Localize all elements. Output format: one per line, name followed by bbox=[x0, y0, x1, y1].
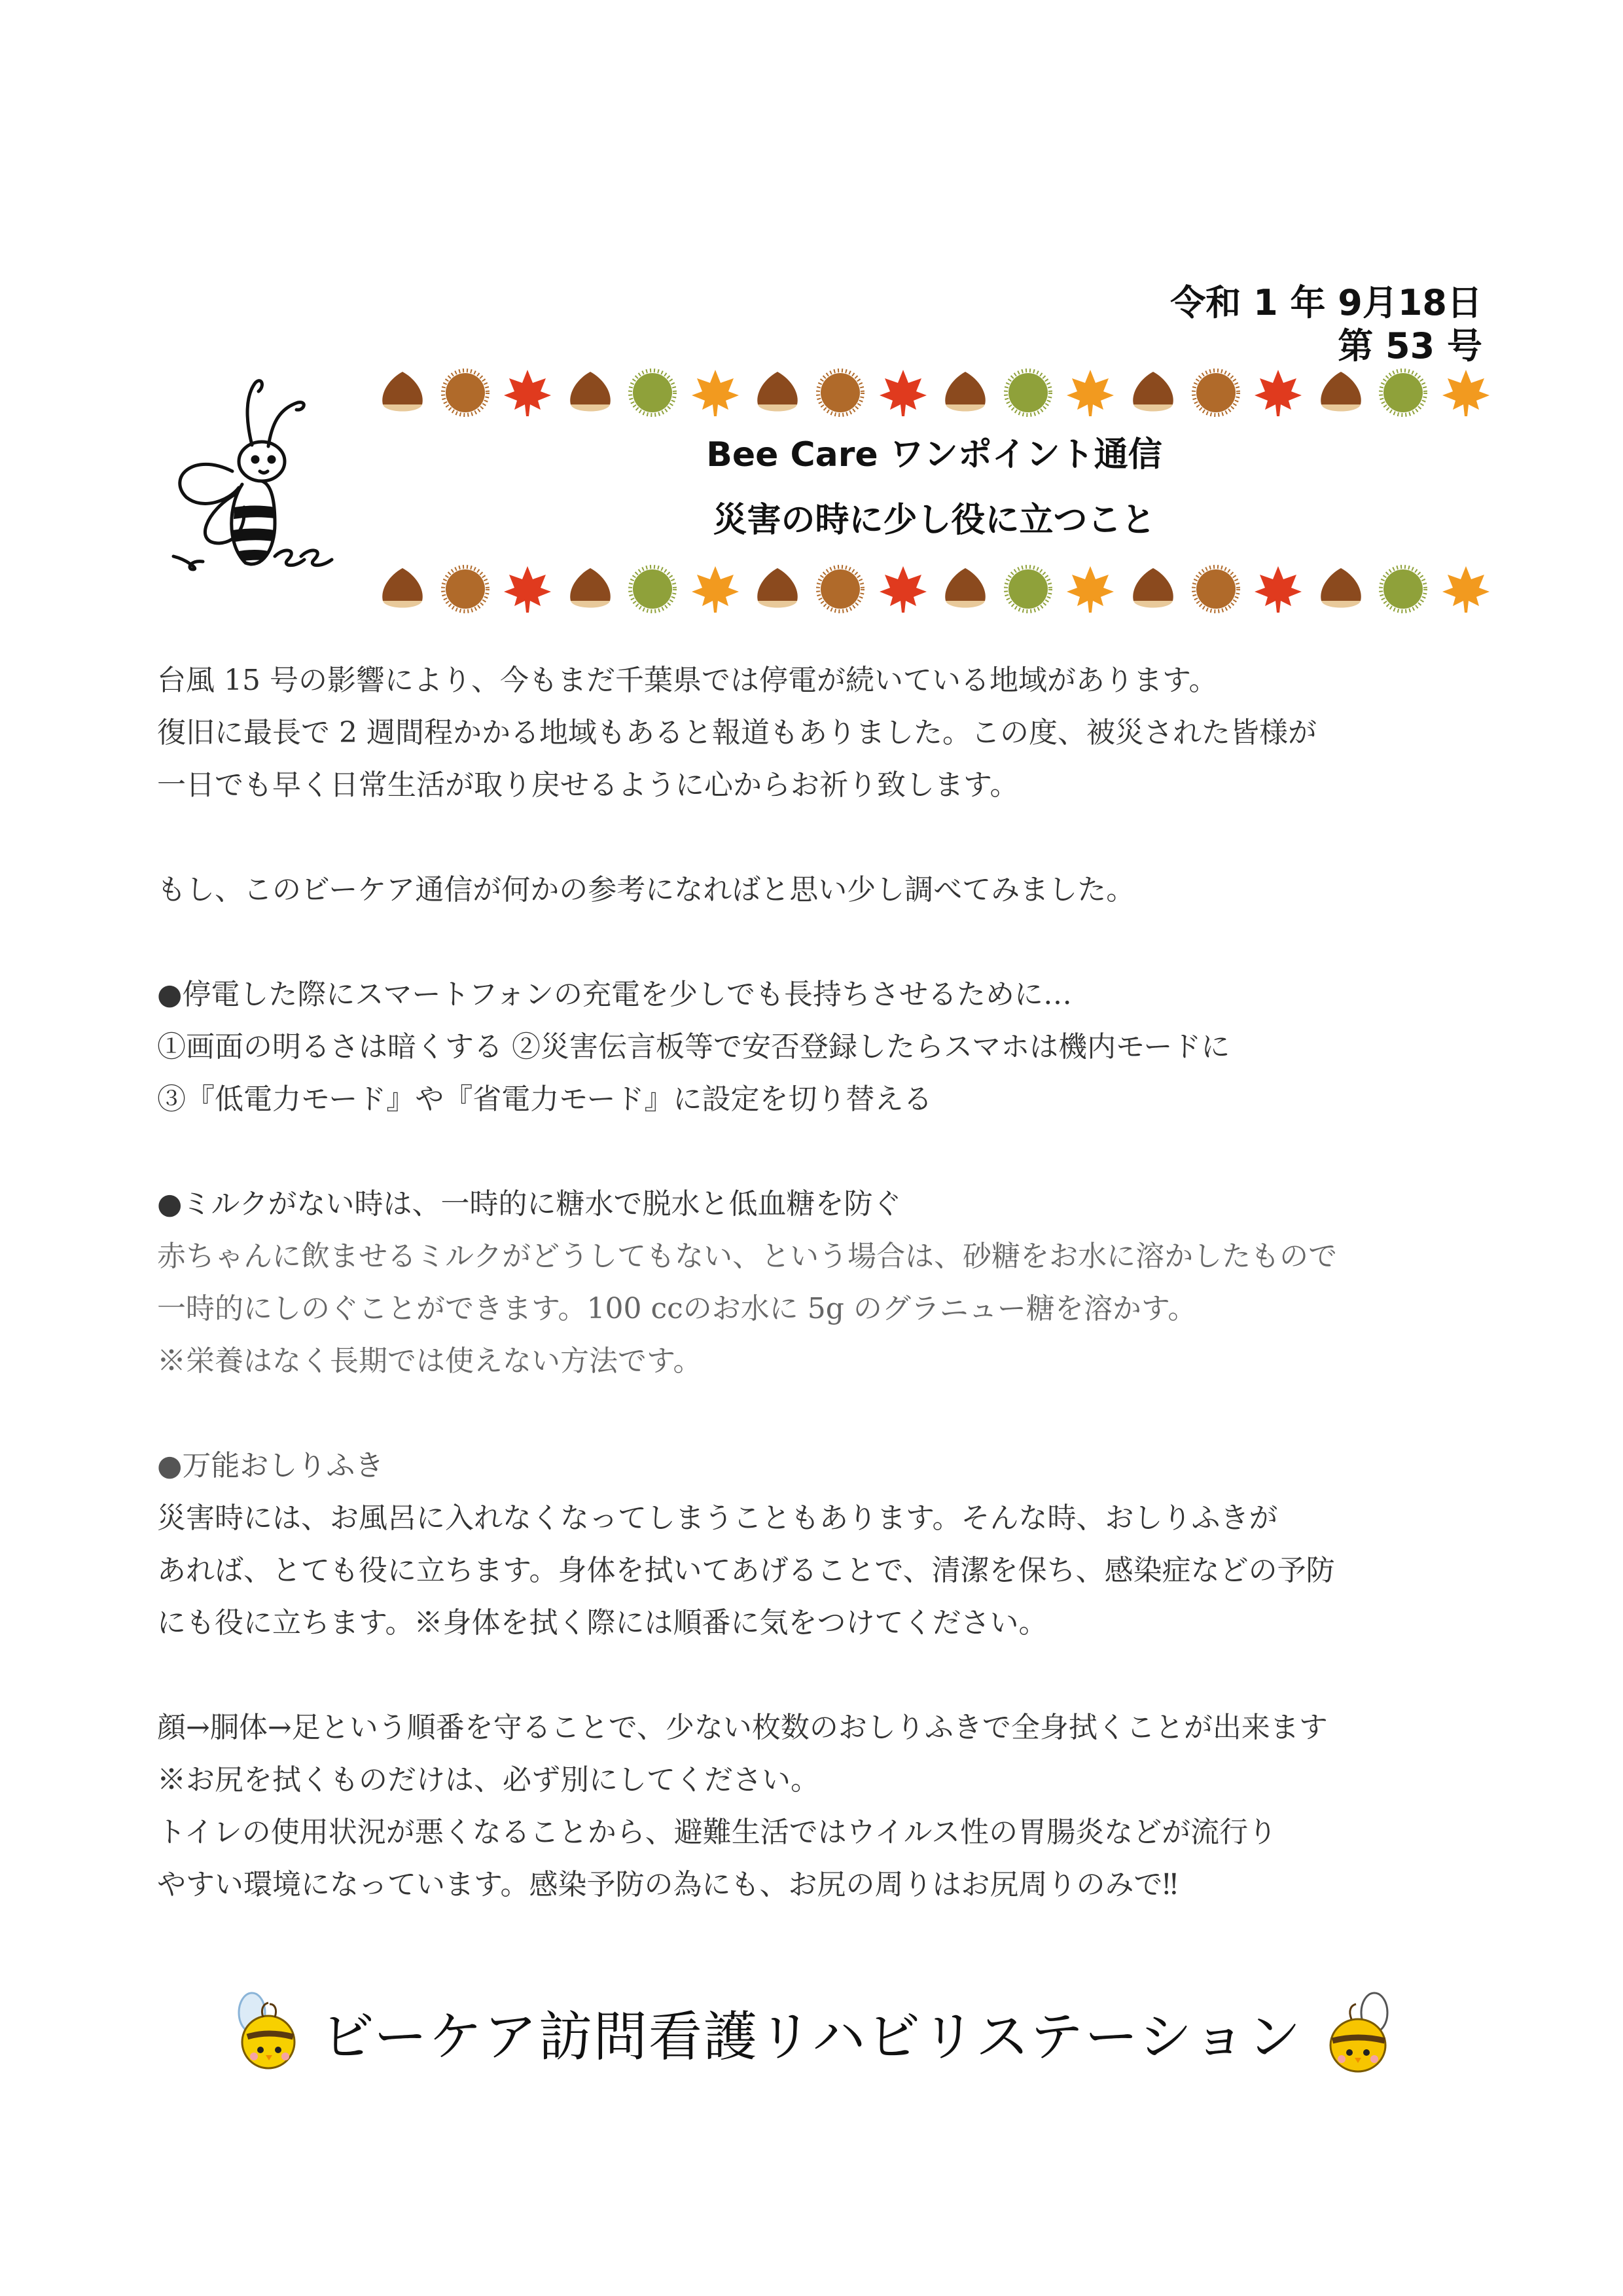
organization-name: ビーケア訪問看護リハビリステーション bbox=[321, 2005, 1302, 2068]
chestnut-burr-icon bbox=[1190, 367, 1242, 419]
section-line: ※栄養はなく長期では使えない方法です。 bbox=[157, 1344, 702, 1378]
chestnut-icon bbox=[1315, 367, 1367, 419]
section-line: ※お尻を拭くものだけは、必ず別にしてください。 bbox=[157, 1763, 819, 1797]
section-line: 顔→胴体→足という順番を守ることで、少ない枚数のおしりふきで全身拭くことが出来ます bbox=[157, 1711, 1328, 1744]
section-line: 災害時には、お風呂に入れなくなってしまうこともあります。そんな時、おしりふきが bbox=[157, 1501, 1278, 1535]
chestnut-burr-icon bbox=[439, 367, 491, 419]
maple-leaf-orange-icon bbox=[689, 563, 741, 615]
intro-line: 台風 15 号の影響により、今もまだ千葉県では停電が続いている地域があります。 bbox=[157, 664, 1218, 697]
bee-mascot-icon bbox=[223, 1990, 301, 2075]
section-smartphone bbox=[157, 969, 1492, 1126]
bee-logo-icon bbox=[147, 373, 337, 576]
chestnut-burr-icon bbox=[814, 367, 866, 419]
chestnut-icon bbox=[751, 367, 804, 419]
purpose-line: もし、このビーケア通信が何かの参考になればと思い少し調べてみました。 bbox=[157, 873, 1135, 906]
autumn-decoration-bottom bbox=[376, 560, 1492, 619]
chestnut-burr-icon bbox=[439, 563, 491, 615]
chestnut-icon bbox=[1127, 367, 1179, 419]
issue-header bbox=[1170, 281, 1482, 368]
chestnut-icon bbox=[939, 367, 991, 419]
chestnut-burr-green-icon bbox=[1002, 367, 1054, 419]
chestnut-icon bbox=[751, 563, 804, 615]
chestnut-icon bbox=[939, 563, 991, 615]
maple-leaf-red-icon bbox=[501, 367, 554, 419]
section-wiping-order bbox=[157, 1702, 1492, 1911]
maple-leaf-red-icon bbox=[877, 367, 929, 419]
maple-leaf-orange-icon bbox=[1064, 563, 1116, 615]
chestnut-burr-green-icon bbox=[1377, 367, 1429, 419]
chestnut-burr-icon bbox=[814, 563, 866, 615]
bee-mascot-icon bbox=[1322, 1990, 1400, 2075]
maple-leaf-orange-icon bbox=[1440, 563, 1492, 615]
maple-leaf-red-icon bbox=[1252, 563, 1304, 615]
section-line: あれば、とても役に立ちます。身体を拭いてあげることで、清潔を保ち、感染症などの予防 bbox=[157, 1554, 1335, 1587]
maple-leaf-red-icon bbox=[877, 563, 929, 615]
purpose-paragraph bbox=[157, 864, 1492, 916]
chestnut-icon bbox=[376, 563, 429, 615]
chestnut-burr-green-icon bbox=[626, 367, 679, 419]
section-heading: ●停電した際にスマートフォンの充電を少しでも長持ちさせるために… bbox=[157, 978, 1072, 1011]
maple-leaf-red-icon bbox=[501, 563, 554, 615]
section-line: 赤ちゃんに飲ませるミルクがどうしてもない、という場合は、砂糖をお水に溶かしたもので bbox=[157, 1240, 1338, 1273]
intro-line: 一日でも早く日常生活が取り戻せるように心からお祈り致します。 bbox=[157, 768, 1019, 802]
maple-leaf-orange-icon bbox=[1064, 367, 1116, 419]
chestnut-burr-icon bbox=[1190, 563, 1242, 615]
issue-date: 令和 1 年 9月18日 bbox=[1170, 282, 1482, 323]
section-heading: ●ミルクがない時は、一時的に糖水で脱水と低血糖を防ぐ bbox=[157, 1187, 902, 1221]
newsletter-subtitle: 災害の時に少し役に立つこと bbox=[713, 501, 1156, 540]
chestnut-icon bbox=[564, 367, 616, 419]
autumn-decoration-top bbox=[376, 363, 1492, 422]
section-line: 一時的にしのぐことができます。100 ccのお水に 5g のグラニュー糖を溶かす。 bbox=[157, 1292, 1197, 1325]
chestnut-burr-green-icon bbox=[1002, 563, 1054, 615]
chestnut-icon bbox=[1315, 563, 1367, 615]
section-line: ①画面の明るさは暗くする ②災害伝言板等で安否登録したらスマホは機内モードに bbox=[157, 1030, 1230, 1064]
issue-number: 第 53 号 bbox=[1338, 325, 1482, 367]
chestnut-icon bbox=[1127, 563, 1179, 615]
footer bbox=[0, 1983, 1623, 2081]
chestnut-burr-green-icon bbox=[1377, 563, 1429, 615]
chestnut-icon bbox=[376, 367, 429, 419]
section-line: やすい環境になっています。感染予防の為にも、お尻の周りはお尻周りのみで‼ bbox=[157, 1868, 1178, 1901]
section-milk bbox=[157, 1178, 1492, 1388]
section-heading: ●万能おしりふき bbox=[157, 1449, 384, 1482]
section-line: にも役に立ちます。※身体を拭く際には順番に気をつけてください。 bbox=[157, 1606, 1048, 1640]
section-wipes bbox=[157, 1440, 1492, 1649]
intro-line: 復旧に最長で 2 週間程かかる地域もあると報道もありました。この度、被災された皆様が bbox=[157, 716, 1317, 749]
maple-leaf-red-icon bbox=[1252, 367, 1304, 419]
maple-leaf-orange-icon bbox=[689, 367, 741, 419]
maple-leaf-orange-icon bbox=[1440, 367, 1492, 419]
chestnut-icon bbox=[564, 563, 616, 615]
chestnut-burr-green-icon bbox=[626, 563, 679, 615]
section-line: トイレの使用状況が悪くなることから、避難生活ではウイルス性の胃腸炎などが流行り bbox=[157, 1816, 1277, 1849]
intro-paragraph bbox=[157, 655, 1492, 812]
section-line: ③『低電力モード』や『省電力モード』に設定を切り替える bbox=[157, 1083, 933, 1116]
newsletter-title: Bee Care ワンポイント通信 bbox=[706, 435, 1162, 475]
